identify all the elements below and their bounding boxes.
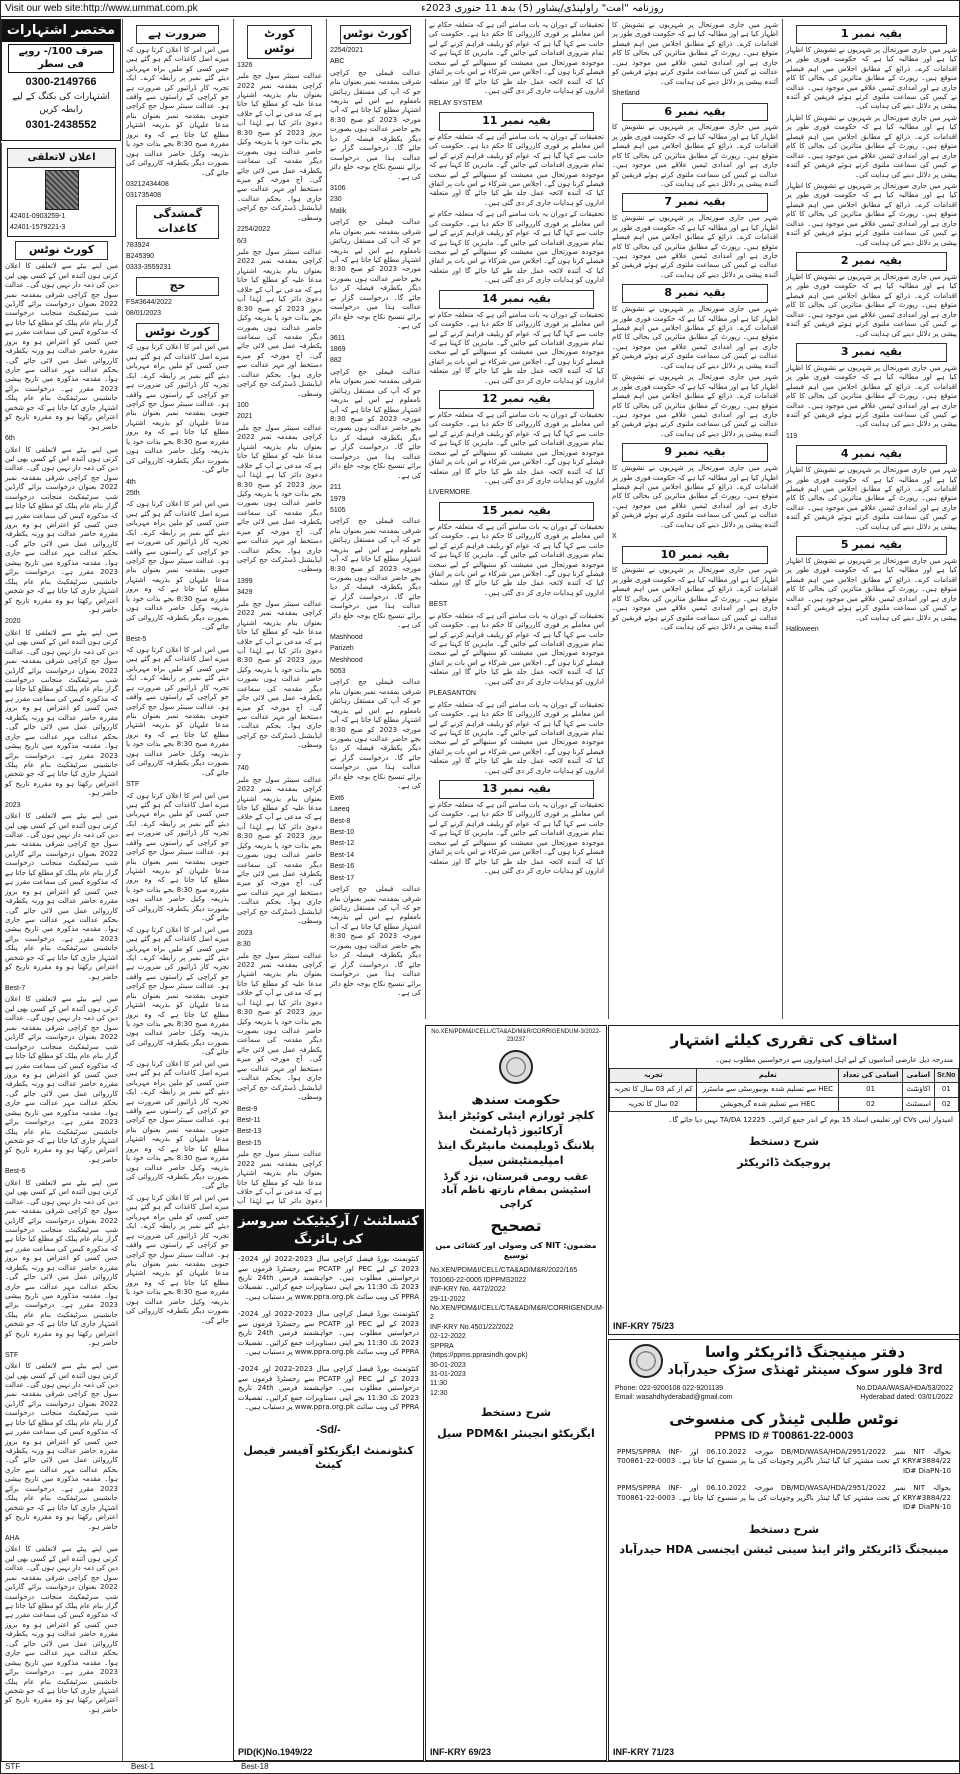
staff-ref: INF-KRY 75/23 <box>613 1320 675 1331</box>
col2-text-2: میں اس امر کا اعلان کرتا ہوں کہ میرے اصل کاغذات گم ہو گئے ہیں جس کسی کو ملیں براہ مہربانی دیئے گئے نمبر پر رابطہ کرے۔ ایک تجربہ کار ڈرائیور کی ضرورت ہے جو کراچی کے راستوں سے واقف ہو۔ عدالت سینئر سول جج کراچی جنوبی بمقدمہ نمبر بعنوان بنام مدعا علیہان کو بذریعہ اشتہار مطلع کیا جاتا ہے کہ وہ بروز مقررہ صبح 8:30 بجے بذات خود یا بذریعہ وکیل حاضر عدالت ہوں بصورت دیگر یکطرفہ کارروائی کی جائے گی۔ <box>126 343 229 475</box>
col1-text-8: میں اپنے بیٹے سے لاتعلقی کا اعلان کرتی ہوں آئندہ اس کے کسی بھی لین دین کی ذمہ دار نہیں ہوں گی۔ عدالت سول جج کراچی شرقی بمقدمہ نمبر 2022 بعنوان درخواست برائے گارڈین شپ سرٹیفکیٹ منجانب درخواست گزار بنام عام پبلک کو مطلع کیا جاتا ہے کہ مذکورہ کیس کی سماعت مقرر ہے جس کسی کو اعتراض ہو وہ بروز مقررہ حاضر عدالت ہو ورنہ یکطرفہ کارروائی عمل میں لائی جائے گی۔ بحکم عدالت مہر عدالت سے جاری ہوا۔ مقدمہ مذکورہ میں تاریخ پیشی 2023 مقرر ہے۔ درخواست برائے جانشینی سرٹیفکیٹ بنام عام پبلک اشتہار جاری کیا جاتا ہے کہ جو شخص اعتراض رکھتا ہو وہ مقررہ تاریخ کو حاضر ہو۔ <box>5 1545 118 1714</box>
column-1 <box>1 143 121 1761</box>
sindh-line-6: INF-KRY No.4501/22/2022 <box>430 1323 514 1331</box>
sindh-subject: مضمون: NIT کی وصولی اور کشائی میں توسیع <box>435 1240 597 1261</box>
hajj-heading: حج <box>136 277 219 296</box>
doc-ref-8: STF <box>126 781 140 789</box>
cantonment-sign: کنٹونمنٹ ایگزیکٹو آفیسر فیصل کینٹ <box>243 1443 414 1472</box>
c4-ref-3: 3106 <box>330 184 346 192</box>
c3-ref-2: 2254/2022 <box>237 226 271 234</box>
col2-text-3: میں اس امر کا اعلان کرتا ہوں کہ میرے اصل کاغذات گم ہو گئے ہیں جس کسی کو ملیں براہ مہربانی دیئے گئے نمبر پر رابطہ کرے۔ ایک تجربہ کار ڈرائیور کی ضرورت ہے جو کراچی کے راستوں سے واقف ہو۔ عدالت سینئر سول جج کراچی جنوبی بمقدمہ نمبر بعنوان بنام مدعا علیہان کو بذریعہ اشتہار مطلع کیا جاتا ہے کہ وہ بروز مقررہ صبح 8:30 بجے بذات خود یا بذریعہ وکیل حاضر عدالت ہوں بصورت دیگر یکطرفہ کارروائی کی جائے گی۔ <box>126 500 229 632</box>
col5-text-6: تحقیقات کے دوران یہ بات سامنے آئی ہے کہ متعلقہ حکام نے اس معاملے پر فوری کارروائی کا حکم دیا ہے۔ حکومت کی جانب سے کہا گیا ہے کہ عوام کو ریلیف فراہم کرنے کے لیے تمام ضروری اقدامات کیے جائیں گے۔ ماہرین کا کہنا ہے کہ موجودہ صورتحال میں معیشت کو سنبھالنے کے لیے سخت فیصلے کرنا ہوں گے۔ اجلاس میں شرکاء نے اس بات پر اتفاق کیا کہ آئندہ لائحہ عمل جلد طے کیا جائے گا اور متعلقہ اداروں کو ہدایات جاری کر دی گئی ہیں۔ <box>429 522 604 597</box>
sindh-line-5: No.XEN/PDM&I/CELL/CTA&AD/M&R/CORRIGENDUM-2 <box>430 1304 605 1322</box>
hda-ref: INF-KRY 71/23 <box>613 1746 675 1757</box>
col2-text: میں اس امر کا اعلان کرتا ہوں کہ میرے اصل کاغذات گم ہو گئے ہیں جس کسی کو ملیں براہ مہربانی دیئے گئے نمبر پر رابطہ کرے۔ ایک تجربہ کار ڈرائیور کی ضرورت ہے جو کراچی کے راستوں سے واقف ہو۔ عدالت سینئر سول جج کراچی جنوبی بمقدمہ نمبر بعنوان بنام مدعا علیہان کو بذریعہ اشتہار مطلع کیا جاتا ہے کہ وہ بروز مقررہ صبح 8:30 بجے بذات خود یا بذریعہ وکیل حاضر عدالت ہوں بصورت دیگر یکطرفہ کارروائی کی جائے گی۔ <box>126 45 229 177</box>
col6-text-3: شہر میں جاری صورتحال پر شہریوں نے تشویش کا اظہار کیا ہے اور مطالبہ کیا ہے کہ حکومت فوری طور پر اقدامات کرے۔ ذرائع کے مطابق اجلاس میں اہم فیصلے متوقع ہیں۔ رپورٹ کے مطابق متاثرین کی بحالی کا کام جاری ہے اور امدادی ٹیمیں علاقے میں موجود ہیں۔ عدالت نے کیس کی سماعت ملتوی کرتے ہوئے فریقین کو آئندہ پیشی پر دلائل دینے کی ہدایت کی۔ <box>612 214 778 279</box>
staff-sign-1: شرح دستخط <box>748 1135 820 1149</box>
cell: HEC سے تسلیم شدہ یونیورسٹی سے ماسٹرز <box>697 1083 839 1097</box>
col4-text-3: عدالت فیملی جج کراچی شرقی بمقدمہ نمبر بعنوان بنام جو کہ آپ کی مستقل رہائش نامعلوم ہے اس لیے بذریعہ اشتہار مطلع کیا جاتا ہے کہ آپ مورخہ 2023 کو صبح 8:30 بجے حاضر عدالت ہوں بصورت دیگر یکطرفہ فیصلہ کر دیا جائے گا۔ درخواست گزار نے عدالت ہذا میں درخواست برائے تنسیخ نکاح بوجہ خلع دائر کی ہے۔ <box>330 367 421 480</box>
court-notice-heading-4: کورٹ نوٹس <box>340 25 411 44</box>
case-ref-4: Best-7 <box>5 985 26 993</box>
c3-ref-9: 740 <box>237 765 249 773</box>
th-srno: Sr.No <box>934 1068 958 1082</box>
col6-text-7: شہر میں جاری صورتحال پر شہریوں نے تشویش کا اظہار کیا ہے اور مطالبہ کیا ہے کہ حکومت فوری طور پر اقدامات کرے۔ ذرائع کے مطابق اجلاس میں اہم فیصلے متوقع ہیں۔ رپورٹ کے مطابق متاثرین کی بحالی کا کام جاری ہے اور امدادی ٹیمیں علاقے میں موجود ہیں۔ عدالت نے کیس کی سماعت ملتوی کرتے ہوئے فریقین کو آئندہ پیشی پر دلائل دینے کی ہدایت کی۔ <box>612 566 778 632</box>
c4-ref-11: 5105 <box>330 506 346 514</box>
hda-address: 3rd فلور سوک سینٹر ٹھنڈی سڑک حیدرآباد <box>667 1363 943 1379</box>
hda-date: Hyderabad dated: 03/01/2022 <box>860 1394 953 1402</box>
term-shetland: Shetland <box>612 90 640 98</box>
continued-1: بقیہ نمبر 1 <box>796 25 947 44</box>
col6-text: شہر میں جاری صورتحال پر شہریوں نے تشویش کا اظہار کیا ہے اور مطالبہ کیا ہے کہ حکومت فوری طور پر اقدامات کرے۔ ذرائع کے مطابق اجلاس میں اہم فیصلے متوقع ہیں۔ رپورٹ کے مطابق متاثرین کی بحالی کا کام جاری ہے اور امدادی ٹیمیں علاقے میں موجود ہیں۔ عدالت نے کیس کی سماعت ملتوی کرتے ہوئے فریقین کو آئندہ پیشی پر دلائل دینے کی ہدایت کی۔ <box>612 21 778 86</box>
col7-text-7: شہر میں جاری صورتحال پر شہریوں نے تشویش کا اظہار کیا ہے اور مطالبہ کیا ہے کہ حکومت فوری طور پر اقدامات کرے۔ ذرائع کے مطابق اجلاس میں اہم فیصلے متوقع ہیں۔ رپورٹ کے مطابق متاثرین کی بحالی کا کام جاری ہے اور امدادی ٹیمیں علاقے میں موجود ہیں۔ عدالت نے کیس کی سماعت ملتوی کرتے ہوئے فریقین کو آئندہ پیشی پر دلائل دینے کی ہدایت کی۔ <box>786 557 957 622</box>
continued-4: بقیہ نمبر 4 <box>796 445 947 464</box>
court-notice-heading: کورٹ نوٹس <box>15 241 108 260</box>
col3-text-3: عدالت سینئر سول جج ملیر کراچی بمقدمہ نمبر 2022 بعنوان بنام بذریعہ اشتہار مدعا علیہ کو مطلع کیا جاتا ہے کہ مدعی نے آپ کے خلاف دعویٰ دائر کیا ہے لہٰذا آپ بروز 2023 کو صبح 8:30 بجے بذات خود یا بذریعہ وکیل حاضر عدالت ہوں بصورت دیگر مقدمہ کی سماعت یکطرفہ عمل میں لائی جائے گی۔ آج مورخہ کو میرے دستخط اور مہر عدالت سے جاری ہوا۔ بحکم عدالت۔ ایڈیشنل ڈسٹرکٹ جج کراچی وسطی۔ <box>237 423 322 574</box>
website-url[interactable]: Visit our web site:http://www.ummat.com.pk <box>5 3 198 14</box>
lost-documents-heading: گمشدگی کاغذات <box>136 205 219 239</box>
case-ref-7: AHA <box>5 1534 20 1542</box>
staff-title: اسٹاف کی تقرری کیلئے اشتہار <box>670 1031 898 1049</box>
sindh-line-3: INF-KRY No. 4472/2022 <box>430 1286 506 1294</box>
col5-text-7: تحقیقات کے دوران یہ بات سامنے آئی ہے کہ متعلقہ حکام نے اس معاملے پر فوری کارروائی کا حکم دیا ہے۔ حکومت کی جانب سے کہا گیا ہے کہ عوام کو ریلیف فراہم کرنے کے لیے تمام ضروری اقدامات کیے جائیں گے۔ ماہرین کا کہنا ہے کہ موجودہ صورتحال میں معیشت کو سنبھالنے کے لیے سخت فیصلے کرنا ہوں گے۔ اجلاس میں شرکاء نے اس بات پر اتفاق کیا کہ آئندہ لائحہ عمل جلد طے کیا جائے گا اور متعلقہ اداروں کو ہدایات جاری کر دی گئی ہیں۔ <box>429 611 604 686</box>
col5-text-4: تحقیقات کے دوران یہ بات سامنے آئی ہے کہ متعلقہ حکام نے اس معاملے پر فوری کارروائی کا حکم دیا ہے۔ حکومت کی جانب سے کہا گیا ہے کہ عوام کو ریلیف فراہم کرنے کے لیے تمام ضروری اقدامات کیے جائیں گے۔ ماہرین کا کہنا ہے کہ موجودہ صورتحال میں معیشت کو سنبھالنے کے لیے سخت فیصلے کرنا ہوں گے۔ اجلاس میں شرکاء نے اس بات پر اتفاق کیا کہ آئندہ لائحہ عمل جلد طے کیا جائے گا اور متعلقہ اداروں کو ہدایات جاری کر دی گئی ہیں۔ <box>429 310 604 385</box>
c3-ref-8: 7 <box>237 753 241 761</box>
hda-office: دفتر مینیجنگ ڈائریکٹر واسا <box>704 1343 906 1362</box>
sindh-sign-2: ایگزیکٹو انجینئر PDM&I سیل <box>437 1427 595 1441</box>
disclaimer-box <box>7 148 116 237</box>
c4-ref-19: Best-10 <box>330 828 355 836</box>
continued-11: بقیہ نمبر 11 <box>439 112 594 131</box>
c3-ref-6: 1399 <box>237 577 253 585</box>
col7-text-6: شہر میں جاری صورتحال پر شہریوں نے تشویش کا اظہار کیا ہے اور مطالبہ کیا ہے کہ حکومت فوری طور پر اقدامات کرے۔ ذرائع کے مطابق اجلاس میں اہم فیصلے متوقع ہیں۔ رپورٹ کے مطابق متاثرین کی بحالی کا کام جاری ہے اور امدادی ٹیمیں علاقے میں موجود ہیں۔ عدالت نے کیس کی سماعت ملتوی کرتے ہوئے فریقین کو آئندہ پیشی پر دلائل دینے کی ہدایت کی۔ <box>786 466 957 531</box>
th-count: اسامی کی تعداد <box>839 1068 903 1082</box>
col7-text-2: شہر میں جاری صورتحال پر شہریوں نے تشویش کا اظہار کیا ہے اور مطالبہ کیا ہے کہ حکومت فوری طور پر اقدامات کرے۔ ذرائع کے مطابق اجلاس میں اہم فیصلے متوقع ہیں۔ رپورٹ کے مطابق متاثرین کی بحالی کا کام جاری ہے اور امدادی ٹیمیں علاقے میں موجود ہیں۔ عدالت نے کیس کی سماعت ملتوی کرتے ہوئے فریقین کو آئندہ پیشی پر دلائل دینے کی ہدایت کی۔ <box>786 113 957 179</box>
term-livermore: LIVERMORE <box>429 489 471 497</box>
court-notice-heading-2: کورٹ نوٹس <box>136 323 219 342</box>
hda-no: No.DDAA/WASA/HDA/53/2022 <box>856 1385 953 1392</box>
c4-ref-7: 1869 <box>330 345 346 353</box>
sindh-sign-1: شرح دستخط <box>480 1406 552 1420</box>
c3-ref-10: 2023 <box>237 929 253 937</box>
col4-text: عدالت فیملی جج کراچی شرقی بمقدمہ نمبر بعنوان بنام جو کہ آپ کی مستقل رہائش نامعلوم ہے اس لیے بذریعہ اشتہار مطلع کیا جاتا ہے کہ آپ مورخہ 2023 کو صبح 8:30 بجے حاضر عدالت ہوں بصورت دیگر یکطرفہ فیصلہ کر دیا جائے گا۔ درخواست گزار نے عدالت ہذا میں درخواست برائے تنسیخ نکاح بوجہ خلع دائر کی ہے۔ <box>330 68 421 181</box>
c3-ref-11: 8:30 <box>237 941 251 949</box>
c3-ref-13: Best-11 <box>237 1116 261 1124</box>
sindh-ref-top: No.XEN/PDM&I/CELL/CTA&AD/M&R/CORRIGENDUM-3/2022-23/237 <box>431 1029 601 1044</box>
case-ref-6: STF <box>5 1351 19 1359</box>
cantonment-ref: PID(K)No.1949/22 <box>238 1746 313 1757</box>
continued-15: بقیہ نمبر 15 <box>439 502 594 521</box>
c3-ref-5: 2021 <box>237 413 253 421</box>
col2-text-5: میں اس امر کا اعلان کرتا ہوں کہ میرے اصل کاغذات گم ہو گئے ہیں جس کسی کو ملیں براہ مہربانی دیئے گئے نمبر پر رابطہ کرے۔ ایک تجربہ کار ڈرائیور کی ضرورت ہے جو کراچی کے راستوں سے واقف ہو۔ عدالت سینئر سول جج کراچی جنوبی بمقدمہ نمبر بعنوان بنام مدعا علیہان کو بذریعہ اشتہار مطلع کیا جاتا ہے کہ وہ بروز مقررہ صبح 8:30 بجے بذات خود یا بذریعہ وکیل حاضر عدالت ہوں بصورت دیگر یکطرفہ کارروائی کی جائے گی۔ <box>126 791 229 923</box>
staff-sign-2: پروجیکٹ ڈائریکٹر <box>737 1156 831 1170</box>
continued-8: بقیہ نمبر 8 <box>622 284 768 303</box>
sindh-line-13: 12:30 <box>430 1389 448 1397</box>
col4-text-4: عدالت فیملی جج کراچی شرقی بمقدمہ نمبر بعنوان بنام جو کہ آپ کی مستقل رہائش نامعلوم ہے اس لیے بذریعہ اشتہار مطلع کیا جاتا ہے کہ آپ مورخہ 2023 کو صبح 8:30 بجے حاضر عدالت ہوں بصورت دیگر یکطرفہ فیصلہ کر دیا جائے گا۔ درخواست گزار نے عدالت ہذا میں درخواست برائے تنسیخ نکاح بوجہ خلع دائر کی ہے۔ <box>330 517 421 630</box>
continued-12: بقیہ نمبر 12 <box>439 390 594 409</box>
cell: 01 <box>934 1083 958 1097</box>
term-relay: RELAY SYSTEM <box>429 99 483 107</box>
c4-ref-6: 3611 <box>330 334 346 342</box>
col6-text-6: شہر میں جاری صورتحال پر شہریوں نے تشویش کا اظہار کیا ہے اور مطالبہ کیا ہے کہ حکومت فوری طور پر اقدامات کرے۔ ذرائع کے مطابق اجلاس میں اہم فیصلے متوقع ہیں۔ رپورٹ کے مطابق متاثرین کی بحالی کا کام جاری ہے اور امدادی ٹیمیں علاقے میں موجود ہیں۔ عدالت نے کیس کی سماعت ملتوی کرتے ہوئے فریقین کو آئندہ پیشی پر دلائل دینے کی ہدایت کی۔ <box>612 464 778 529</box>
c4-ref-2: ABC <box>330 58 345 66</box>
th-education: تعلیم <box>697 1068 839 1082</box>
c4-ref-21: Best-14 <box>330 851 355 859</box>
c4-ref-10: 1979 <box>330 495 346 503</box>
classified-ad-title: مختصر اشتہارات <box>2 20 120 42</box>
term-halloween: Halloween <box>786 626 819 634</box>
case-ref-1: 6th <box>5 435 15 443</box>
cell: 02 سال کا تجربہ <box>610 1097 697 1111</box>
case-ref-2: 2020 <box>5 618 21 626</box>
sindh-seal-icon <box>499 1050 533 1084</box>
col7-text-4: شہر میں جاری صورتحال پر شہریوں نے تشویش کا اظہار کیا ہے اور مطالبہ کیا ہے کہ حکومت فوری طور پر اقدامات کرے۔ ذرائع کے مطابق اجلاس میں اہم فیصلے متوقع ہیں۔ رپورٹ کے مطابق متاثرین کی بحالی کا کام جاری ہے اور امدادی ٹیمیں علاقے میں موجود ہیں۔ عدالت نے کیس کی سماعت ملتوی کرتے ہوئے فریقین کو آئندہ پیشی پر دلائل دینے کی ہدایت کی۔ <box>786 272 957 338</box>
hda-text-2: بحوالہ NIT نمبر DB/MD/WASA/HDA/2951/2022 مورخہ 06.10.2022 اور PPMS/SPPRA INF-KRY#3884/22 کے تحت مشتہر کیا گیا ٹینڈر ناگزیر وجوہات کی بنا پر منسوخ کیا جاتا ہے۔ T00861-22-0003 ID# DiaPN-10 <box>617 1484 951 1512</box>
c3-ref-14: Best-13 <box>237 1128 262 1136</box>
continued-3: بقیہ نمبر 3 <box>796 343 947 362</box>
doc-ref-7: Best-5 <box>126 635 147 643</box>
col1-text-7: میں اپنے بیٹے سے لاتعلقی کا اعلان کرتی ہوں آئندہ اس کے کسی بھی لین دین کی ذمہ دار نہیں ہوں گی۔ عدالت سول جج کراچی شرقی بمقدمہ نمبر 2022 بعنوان درخواست برائے گارڈین شپ سرٹیفکیٹ منجانب درخواست گزار بنام عام پبلک کو مطلع کیا جاتا ہے کہ مذکورہ کیس کی سماعت مقرر ہے جس کسی کو اعتراض ہو وہ بروز مقررہ حاضر عدالت ہو ورنہ یکطرفہ کارروائی عمل میں لائی جائے گی۔ بحکم عدالت مہر عدالت سے جاری ہوا۔ مقدمہ مذکورہ میں تاریخ پیشی 2023 مقرر ہے۔ درخواست برائے جانشینی سرٹیفکیٹ بنام عام پبلک اشتہار جاری کیا جاتا ہے کہ جو شخص اعتراض رکھتا ہو وہ مقررہ تاریخ کو حاضر ہو۔ <box>5 1362 118 1531</box>
classified-ad-phone-1: 0300-2149766 <box>25 75 97 88</box>
c4-ref-13: Parizeh <box>330 645 354 653</box>
continued-9: بقیہ نمبر 9 <box>622 443 768 462</box>
c3-ref-1: 1326 <box>237 61 253 69</box>
classified-ad-phone-2: 0301-2438552 <box>25 118 97 131</box>
col2-text-7: میں اس امر کا اعلان کرتا ہوں کہ میرے اصل کاغذات گم ہو گئے ہیں جس کسی کو ملیں براہ مہربانی دیئے گئے نمبر پر رابطہ کرے۔ ایک تجربہ کار ڈرائیور کی ضرورت ہے جو کراچی کے راستوں سے واقف ہو۔ عدالت سینئر سول جج کراچی جنوبی بمقدمہ نمبر بعنوان بنام مدعا علیہان کو بذریعہ اشتہار مطلع کیا جاتا ہے کہ وہ بروز مقررہ صبح 8:30 بجے بذات خود یا بذریعہ وکیل حاضر عدالت ہوں بصورت دیگر یکطرفہ کارروائی کی جائے گی۔ <box>126 1059 229 1191</box>
classified-ad-rate: صرف 100/- روپے فی سطر <box>8 44 114 73</box>
sindh-line-4: 29-11-2022 <box>430 1295 466 1303</box>
disclaimer-heading: اعلان لاتعلقی <box>8 149 115 168</box>
masthead-dateline: روزنامہ "امت" راولپنڈی/پشاور (5) بدھ 11 جنوری 2023ء <box>421 3 664 14</box>
c4-ref-12: Mashhood <box>330 633 363 641</box>
hda-title: نوٹس طلبی ٹینڈر کی منسوخی <box>669 1409 899 1428</box>
hda-phone: Phone: 022-9200108 022-9201139 <box>615 1385 724 1392</box>
cnic-number-2: 42401-1579221-3 <box>10 223 66 231</box>
sindh-line-10: 30-01-2023 <box>430 1361 466 1369</box>
sindh-line-7: 02-12-2022 <box>430 1333 466 1341</box>
col4-text-5: عدالت فیملی جج کراچی شرقی بمقدمہ نمبر بعنوان بنام جو کہ آپ کی مستقل رہائش نامعلوم ہے اس لیے بذریعہ اشتہار مطلع کیا جاتا ہے کہ آپ مورخہ 2023 کو صبح 8:30 بجے حاضر عدالت ہوں بصورت دیگر یکطرفہ فیصلہ کر دیا جائے گا۔ درخواست گزار نے عدالت ہذا میں درخواست برائے تنسیخ نکاح بوجہ خلع دائر کی ہے۔ <box>330 678 421 791</box>
c4-ref-1: 2254/2021 <box>330 46 364 54</box>
sindh-ref: INF-KRY 69/23 <box>430 1746 492 1757</box>
sindh-address: عقب رومی قبرستان، نزد گرڈ اسٹیشن بمقام نارتھ ناظم آباد کراچی <box>441 1171 591 1210</box>
column-6 <box>608 19 781 1019</box>
col4-text-6: عدالت فیملی جج کراچی شرقی بمقدمہ نمبر بعنوان بنام جو کہ آپ کی مستقل رہائش نامعلوم ہے اس لیے بذریعہ اشتہار مطلع کیا جاتا ہے کہ آپ مورخہ 2023 کو صبح 8:30 بجے حاضر عدالت ہوں بصورت دیگر یکطرفہ فیصلہ کر دیا جائے گا۔ درخواست گزار نے عدالت ہذا میں درخواست برائے تنسیخ نکاح بوجہ خلع دائر کی ہے۔ <box>330 885 421 997</box>
col7-text-3: شہر میں جاری صورتحال پر شہریوں نے تشویش کا اظہار کیا ہے اور مطالبہ کیا ہے کہ حکومت فوری طور پر اقدامات کرے۔ ذرائع کے مطابق اجلاس میں اہم فیصلے متوقع ہیں۔ رپورٹ کے مطابق متاثرین کی بحالی کا کام جاری ہے اور امدادی ٹیمیں علاقے میں موجود ہیں۔ عدالت نے کیس کی سماعت ملتوی کرتے ہوئے فریقین کو آئندہ پیشی پر دلائل دینے کی ہدایت کی۔ <box>786 181 957 247</box>
c4-ref-17: Laeeq <box>330 806 350 814</box>
term-best: BEST <box>429 601 448 609</box>
c3-ref-15: Best-15 <box>237 1139 262 1147</box>
c3-ref-3: 6/3 <box>237 237 247 245</box>
hda-email[interactable]: Email: wasahdhyderabad@gmail.com <box>615 1394 733 1402</box>
staff-notice <box>608 1025 960 1335</box>
staff-table-header <box>610 1068 959 1082</box>
column-3 <box>233 19 325 1207</box>
wanted-heading: ضرورت ہے <box>136 25 219 44</box>
c4-ref-16: Ext6 <box>330 794 345 802</box>
hda-notice <box>608 1339 960 1761</box>
col5-text-9: تحقیقات کے دوران یہ بات سامنے آئی ہے کہ متعلقہ حکام نے اس معاملے پر فوری کارروائی کا حکم دیا ہے۔ حکومت کی جانب سے کہا گیا ہے کہ عوام کو ریلیف فراہم کرنے کے لیے تمام ضروری اقدامات کیے جائیں گے۔ ماہرین کا کہنا ہے کہ موجودہ صورتحال میں معیشت کو سنبھالنے کے لیے سخت فیصلے کرنا ہوں گے۔ اجلاس میں شرکاء نے اس بات پر اتفاق کیا کہ آئندہ لائحہ عمل جلد طے کیا جائے گا اور متعلقہ اداروں کو ہدایات جاری کر دی گئی ہیں۔ <box>429 800 604 876</box>
col1-text-5: میں اپنے بیٹے سے لاتعلقی کا اعلان کرتی ہوں آئندہ اس کے کسی بھی لین دین کی ذمہ دار نہیں ہوں گی۔ عدالت سول جج کراچی شرقی بمقدمہ نمبر 2022 بعنوان درخواست برائے گارڈین شپ سرٹیفکیٹ منجانب درخواست گزار بنام عام پبلک کو مطلع کیا جاتا ہے کہ مذکورہ کیس کی سماعت مقرر ہے جس کسی کو اعتراض ہو وہ بروز مقررہ حاضر عدالت ہو ورنہ یکطرفہ کارروائی عمل میں لائی جائے گی۔ بحکم عدالت مہر عدالت سے جاری ہوا۔ مقدمہ مذکورہ میں تاریخ پیشی 2023 مقرر ہے۔ درخواست برائے جانشینی سرٹیفکیٹ بنام عام پبلک اشتہار جاری کیا جاتا ہے کہ جو شخص اعتراض رکھتا ہو وہ مقررہ تاریخ کو حاضر ہو۔ <box>5 995 118 1164</box>
sindh-govt-notice <box>425 1025 607 1761</box>
cantonment-title: کنسلٹنٹ / آرکیٹیکٹ سروسز کی ہائرنگ <box>234 1210 423 1251</box>
staff-table <box>609 1068 959 1112</box>
cell: 02 <box>839 1097 903 1111</box>
column-5 <box>425 19 607 1019</box>
phone-ref-3: 0333-3559231 <box>126 264 172 272</box>
hda-logo-icon <box>629 1344 663 1378</box>
sindh-line-9[interactable]: (https://ppms.pprasindh.gov.pk) <box>430 1352 528 1360</box>
table-row <box>610 1083 959 1097</box>
case-ref-5: Best-6 <box>5 1168 26 1176</box>
c4-ref-14: Meshhood <box>330 656 363 664</box>
col1-text-3: میں اپنے بیٹے سے لاتعلقی کا اعلان کرتی ہوں آئندہ اس کے کسی بھی لین دین کی ذمہ دار نہیں ہوں گی۔ عدالت سول جج کراچی شرقی بمقدمہ نمبر 2022 بعنوان درخواست برائے گارڈین شپ سرٹیفکیٹ منجانب درخواست گزار بنام عام پبلک کو مطلع کیا جاتا ہے کہ مذکورہ کیس کی سماعت مقرر ہے جس کسی کو اعتراض ہو وہ بروز مقررہ حاضر عدالت ہو ورنہ یکطرفہ کارروائی عمل میں لائی جائے گی۔ بحکم عدالت مہر عدالت سے جاری ہوا۔ مقدمہ مذکورہ میں تاریخ پیشی 2023 مقرر ہے۔ درخواست برائے جانشینی سرٹیفکیٹ بنام عام پبلک اشتہار جاری کیا جاتا ہے کہ جو شخص اعتراض رکھتا ہو وہ مقررہ تاریخ کو حاضر ہو۔ <box>5 628 118 798</box>
col4-text-2: عدالت فیملی جج کراچی شرقی بمقدمہ نمبر بعنوان بنام جو کہ آپ کی مستقل رہائش نامعلوم ہے اس لیے بذریعہ اشتہار مطلع کیا جاتا ہے کہ آپ مورخہ 2023 کو صبح 8:30 بجے حاضر عدالت ہوں بصورت دیگر یکطرفہ فیصلہ کر دیا جائے گا۔ درخواست گزار نے عدالت ہذا میں درخواست برائے تنسیخ نکاح بوجہ خلع دائر کی ہے۔ <box>330 218 421 331</box>
court-notice-heading-3: کورٹ نوٹس <box>247 25 312 59</box>
col1-text-2: میں اپنے بیٹے سے لاتعلقی کا اعلان کرتی ہوں آئندہ اس کے کسی بھی لین دین کی ذمہ دار نہیں ہوں گی۔ عدالت سول جج کراچی شرقی بمقدمہ نمبر 2022 بعنوان درخواست برائے گارڈین شپ سرٹیفکیٹ منجانب درخواست گزار بنام عام پبلک کو مطلع کیا جاتا ہے کہ مذکورہ کیس کی سماعت مقرر ہے جس کسی کو اعتراض ہو وہ بروز مقررہ حاضر عدالت ہو ورنہ یکطرفہ کارروائی عمل میں لائی جائے گی۔ بحکم عدالت مہر عدالت سے جاری ہوا۔ مقدمہ مذکورہ میں تاریخ پیشی 2023 مقرر ہے۔ درخواست برائے جانشینی سرٹیفکیٹ بنام عام پبلک اشتہار جاری کیا جاتا ہے کہ جو شخص اعتراض رکھتا ہو وہ مقررہ تاریخ کو حاضر ہو۔ <box>5 445 118 614</box>
phone-ref-2: 031735408 <box>126 192 162 200</box>
cantonment-text: کنٹونمنٹ بورڈ فیصل کراچی سال 2023-2022 اور 2024-2023 کے لیے PEC اور PCATP سے رجسٹرڈ فرموں سے درخواستیں مطلوب ہیں۔ خواہشمند فرمیں 24th تاریخ 2023 تک 11:30 بجے اپنی دستاویزات جمع کرائیں۔ تفصیلات PPRA کی ویب سائٹ www.ppra.org.pk پر دستیاب ہیں۔ <box>238 1255 420 1301</box>
doc-ref-5: 4th <box>126 478 136 486</box>
col3-text-6: عدالت سینئر سول جج ملیر کراچی بمقدمہ نمبر 2022 بعنوان بنام بذریعہ اشتہار مدعا علیہ کو مطلع کیا جاتا ہے کہ مدعی نے آپ کے خلاف دعویٰ دائر کیا ہے لہٰذا آپ بروز 2023 کو صبح 8:30 بجے بذات خود یا بذریعہ وکیل حاضر عدالت ہوں بصورت دیگر مقدمہ کی سماعت یکطرفہ عمل میں لائی جائے گی۔ آج مورخہ کو میرے دستخط اور مہر عدالت سے جاری ہوا۔ بحکم عدالت۔ ایڈیشنل ڈسٹرکٹ جج کراچی وسطی۔ <box>237 951 322 1102</box>
c4-ref-18: Best-8 <box>330 817 351 825</box>
c3-ref-7: 3429 <box>237 589 253 597</box>
col5-text-3: تحقیقات کے دوران یہ بات سامنے آئی ہے کہ متعلقہ حکام نے اس معاملے پر فوری کارروائی کا حکم دیا ہے۔ حکومت کی جانب سے کہا گیا ہے کہ عوام کو ریلیف فراہم کرنے کے لیے تمام ضروری اقدامات کیے جائیں گے۔ ماہرین کا کہنا ہے کہ موجودہ صورتحال میں معیشت کو سنبھالنے کے لیے سخت فیصلے کرنا ہوں گے۔ اجلاس میں شرکاء نے اس بات پر اتفاق کیا کہ آئندہ لائحہ عمل جلد طے کیا جائے گا اور متعلقہ اداروں کو ہدایات جاری کر دی گئی ہیں۔ <box>429 210 604 285</box>
col5-text-5: تحقیقات کے دوران یہ بات سامنے آئی ہے کہ متعلقہ حکام نے اس معاملے پر فوری کارروائی کا حکم دیا ہے۔ حکومت کی جانب سے کہا گیا ہے کہ عوام کو ریلیف فراہم کرنے کے لیے تمام ضروری اقدامات کیے جائیں گے۔ ماہرین کا کہنا ہے کہ موجودہ صورتحال میں معیشت کو سنبھالنے کے لیے سخت فیصلے کرنا ہوں گے۔ اجلاس میں شرکاء نے اس بات پر اتفاق کیا کہ آئندہ لائحہ عمل جلد طے کیا جائے گا اور متعلقہ اداروں کو ہدایات جاری کر دی گئی ہیں۔ <box>429 410 604 486</box>
doc-ref-6: 25th <box>126 489 140 497</box>
sindh-line-2: T01060-22-0005 IDPPMS2022 <box>430 1276 527 1284</box>
staff-intro: مندرجہ ذیل عارضی آسامیوں کے لیے اہل امیدواروں سے درخواستیں مطلوب ہیں۔ <box>715 1056 953 1065</box>
case-ref-3: 2023 <box>5 801 21 809</box>
sindh-cell: پلاننگ ڈویلپمنٹ مانیٹرنگ اینڈ امپلیمنٹیشن سیل <box>437 1138 595 1167</box>
continued-5: بقیہ نمبر 5 <box>796 536 947 555</box>
hda-sign-1: شرح دستخط <box>748 1522 820 1536</box>
c4-ref-8: 882 <box>330 357 342 365</box>
cantonment-text-3: کنٹونمنٹ بورڈ فیصل کراچی سال 2023-2022 اور 2024-2023 کے لیے PEC اور PCATP سے رجسٹرڈ فرموں سے درخواستیں مطلوب ہیں۔ خواہشمند فرمیں 24th تاریخ 2023 تک 11:30 بجے اپنی دستاویزات جمع کرائیں۔ تفصیلات PPRA کی ویب سائٹ www.ppra.org.pk پر دستیاب ہیں۔ <box>238 1365 420 1412</box>
col1-text-4: میں اپنے بیٹے سے لاتعلقی کا اعلان کرتی ہوں آئندہ اس کے کسی بھی لین دین کی ذمہ دار نہیں ہوں گی۔ عدالت سول جج کراچی شرقی بمقدمہ نمبر 2022 بعنوان درخواست برائے گارڈین شپ سرٹیفکیٹ منجانب درخواست گزار بنام عام پبلک کو مطلع کیا جاتا ہے کہ مذکورہ کیس کی سماعت مقرر ہے جس کسی کو اعتراض ہو وہ بروز مقررہ حاضر عدالت ہو ورنہ یکطرفہ کارروائی عمل میں لائی جائے گی۔ بحکم عدالت مہر عدالت سے جاری ہوا۔ مقدمہ مذکورہ میں تاریخ پیشی 2023 مقرر ہے۔ درخواست برائے جانشینی سرٹیفکیٹ بنام عام پبلک اشتہار جاری کیا جاتا ہے کہ جو شخص اعتراض رکھتا ہو وہ مقررہ تاریخ کو حاضر ہو۔ <box>5 812 118 981</box>
continued-14: بقیہ نمبر 14 <box>439 290 594 309</box>
col5-text-2: تحقیقات کے دوران یہ بات سامنے آئی ہے کہ متعلقہ حکام نے اس معاملے پر فوری کارروائی کا حکم دیا ہے۔ حکومت کی جانب سے کہا گیا ہے کہ عوام کو ریلیف فراہم کرنے کے لیے تمام ضروری اقدامات کیے جائیں گے۔ ماہرین کا کہنا ہے کہ موجودہ صورتحال میں معیشت کو سنبھالنے کے لیے سخت فیصلے کرنا ہوں گے۔ اجلاس میں شرکاء نے اس بات پر اتفاق کیا کہ آئندہ لائحہ عمل جلد طے کیا جائے گا اور متعلقہ اداروں کو ہدایات جاری کر دی گئی ہیں۔ <box>429 132 604 207</box>
doc-ref-2: B245390 <box>126 252 155 260</box>
col6-text-5: شہر میں جاری صورتحال پر شہریوں نے تشویش کا اظہار کیا ہے اور مطالبہ کیا ہے کہ حکومت فوری طور پر اقدامات کرے۔ ذرائع کے مطابق اجلاس میں اہم فیصلے متوقع ہیں۔ رپورٹ کے مطابق متاثرین کی بحالی کا کام جاری ہے اور امدادی ٹیمیں علاقے میں موجود ہیں۔ عدالت نے کیس کی سماعت ملتوی کرتے ہوئے فریقین کو آئندہ پیشی پر دلائل دینے کی ہدایت کی۔ <box>612 373 778 438</box>
continued-10: بقیہ نمبر 10 <box>622 546 768 565</box>
cantonment-text-2: کنٹونمنٹ بورڈ فیصل کراچی سال 2023-2022 اور 2024-2023 کے لیے PEC اور PCATP سے رجسٹرڈ فرموں سے درخواستیں مطلوب ہیں۔ خواہشمند فرمیں 24th تاریخ 2023 تک 11:30 بجے اپنی دستاویزات جمع کرائیں۔ تفصیلات PPRA کی ویب سائٹ www.ppra.org.pk پر دستیاب ہیں۔ <box>238 1310 420 1357</box>
column-7 <box>782 19 960 1019</box>
column-2 <box>122 19 232 1761</box>
bottom-strip <box>1 1761 960 1773</box>
col2-text-8: میں اس امر کا اعلان کرتا ہوں کہ میرے اصل کاغذات گم ہو گئے ہیں جس کسی کو ملیں براہ مہربانی دیئے گئے نمبر پر رابطہ کرے۔ ایک تجربہ کار ڈرائیور کی ضرورت ہے جو کراچی کے راستوں سے واقف ہو۔ عدالت سینئر سول جج کراچی جنوبی بمقدمہ نمبر بعنوان بنام مدعا علیہان کو بذریعہ اشتہار مطلع کیا جاتا ہے کہ وہ بروز مقررہ صبح 8:30 بجے بذات خود یا بذریعہ وکیل حاضر عدالت ہوں بصورت دیگر یکطرفہ کارروائی کی جائے گی۔ <box>126 1193 229 1325</box>
c3-ref-12: Best-9 <box>237 1105 258 1113</box>
continued-2: بقیہ نمبر 2 <box>796 252 947 271</box>
term-pleasanton: PLEASANTON <box>429 690 476 698</box>
column-4 <box>326 19 424 1207</box>
col6-text-2: شہر میں جاری صورتحال پر شہریوں نے تشویش کا اظہار کیا ہے اور مطالبہ کیا ہے کہ حکومت فوری طور پر اقدامات کرے۔ ذرائع کے مطابق اجلاس میں اہم فیصلے متوقع ہیں۔ رپورٹ کے مطابق متاثرین کی بحالی کا کام جاری ہے اور امدادی ٹیمیں علاقے میں موجود ہیں۔ عدالت نے کیس کی سماعت ملتوی کرتے ہوئے فریقین کو آئندہ پیشی پر دلائل دینے کی ہدایت کی۔ <box>612 123 778 188</box>
sindh-line-8: SPPRA <box>430 1342 454 1350</box>
th-post: اسامی <box>903 1068 935 1082</box>
footer-mid: Best-1 <box>131 1762 155 1771</box>
continued-6: بقیہ نمبر 6 <box>622 103 768 122</box>
col7-text-5: شہر میں جاری صورتحال پر شہریوں نے تشویش کا اظہار کیا ہے اور مطالبہ کیا ہے کہ حکومت فوری طور پر اقدامات کرے۔ ذرائع کے مطابق اجلاس میں اہم فیصلے متوقع ہیں۔ رپورٹ کے مطابق متاثرین کی بحالی کا کام جاری ہے اور امدادی ٹیمیں علاقے میں موجود ہیں۔ عدالت نے کیس کی سماعت ملتوی کرتے ہوئے فریقین کو آئندہ پیشی پر دلائل دینے کی ہدایت کی۔ <box>786 363 957 429</box>
cell: کم از کم 03 سال کا تجربہ <box>610 1083 697 1097</box>
col5-text: تحقیقات کے دوران یہ بات سامنے آئی ہے کہ متعلقہ حکام نے اس معاملے پر فوری کارروائی کا حکم دیا ہے۔ حکومت کی جانب سے کہا گیا ہے کہ عوام کو ریلیف فراہم کرنے کے لیے تمام ضروری اقدامات کیے جائیں گے۔ ماہرین کا کہنا ہے کہ موجودہ صورتحال میں معیشت کو سنبھالنے کے لیے سخت فیصلے کرنا ہوں گے۔ اجلاس میں شرکاء نے اس بات پر اتفاق کیا کہ آئندہ لائحہ عمل جلد طے کیا جائے گا اور متعلقہ اداروں کو ہدایات جاری کر دی گئی ہیں۔ <box>429 21 604 96</box>
cell: اسسٹنٹ <box>903 1097 935 1111</box>
col3-text: عدالت سینئر سول جج ملیر کراچی بمقدمہ نمبر 2022 بعنوان بنام بذریعہ اشتہار مدعا علیہ کو مطلع کیا جاتا ہے کہ مدعی نے آپ کے خلاف دعویٰ دائر کیا ہے لہٰذا آپ بروز 2023 کو صبح 8:30 بجے بذات خود یا بذریعہ وکیل حاضر عدالت ہوں بصورت دیگر مقدمہ کی سماعت یکطرفہ عمل میں لائی جائے گی۔ آج مورخہ کو میرے دستخط اور مہر عدالت سے جاری ہوا۔ بحکم عدالت۔ ایڈیشنل ڈسٹرکٹ جج کراچی وسطی۔ <box>237 72 322 222</box>
c4-ref-23: Best-17 <box>330 874 355 882</box>
col3-text-7: عدالت سینئر سول جج ملیر کراچی بمقدمہ نمبر 2022 بعنوان بنام بذریعہ اشتہار مدعا علیہ کو مطلع کیا جاتا ہے کہ مدعی نے آپ کے خلاف دعویٰ دائر کیا ہے لہٰذا آپ <box>237 1150 322 1206</box>
top-bar <box>1 1 960 17</box>
col2-text-6: میں اس امر کا اعلان کرتا ہوں کہ میرے اصل کاغذات گم ہو گئے ہیں جس کسی کو ملیں براہ مہربانی دیئے گئے نمبر پر رابطہ کرے۔ ایک تجربہ کار ڈرائیور کی ضرورت ہے جو کراچی کے راستوں سے واقف ہو۔ عدالت سینئر سول جج کراچی جنوبی بمقدمہ نمبر بعنوان بنام مدعا علیہان کو بذریعہ اشتہار مطلع کیا جاتا ہے کہ وہ بروز مقررہ صبح 8:30 بجے بذات خود یا بذریعہ وکیل حاضر عدالت ہوں بصورت دیگر یکطرفہ کارروائی کی جائے گی۔ <box>126 925 229 1057</box>
cell: HEC سے تسلیم شدہ گریجویشن <box>697 1097 839 1111</box>
table-row <box>610 1097 959 1111</box>
col3-text-2: عدالت سینئر سول جج ملیر کراچی بمقدمہ نمبر 2022 بعنوان بنام بذریعہ اشتہار مدعا علیہ کو مطلع کیا جاتا ہے کہ مدعی نے آپ کے خلاف دعویٰ دائر کیا ہے لہٰذا آپ بروز 2023 کو صبح 8:30 بجے بذات خود یا بذریعہ وکیل حاضر عدالت ہوں بصورت دیگر مقدمہ کی سماعت یکطرفہ عمل میں لائی جائے گی۔ آج مورخہ کو میرے دستخط اور مہر عدالت سے جاری ہوا۔ بحکم عدالت۔ ایڈیشنل ڈسٹرکٹ جج کراچی وسطی۔ <box>237 248 322 398</box>
col2-text-4: میں اس امر کا اعلان کرتا ہوں کہ میرے اصل کاغذات گم ہو گئے ہیں جس کسی کو ملیں براہ مہربانی دیئے گئے نمبر پر رابطہ کرے۔ ایک تجربہ کار ڈرائیور کی ضرورت ہے جو کراچی کے راستوں سے واقف ہو۔ عدالت سینئر سول جج کراچی جنوبی بمقدمہ نمبر بعنوان بنام مدعا علیہان کو بذریعہ اشتہار مطلع کیا جاتا ہے کہ وہ بروز مقررہ صبح 8:30 بجے بذات خود یا بذریعہ وکیل حاضر عدالت ہوں بصورت دیگر یکطرفہ کارروائی کی جائے گی۔ <box>126 645 229 777</box>
sindh-gov: حکومت سندھ <box>471 1092 561 1108</box>
continued-13: بقیہ نمبر 13 <box>439 780 594 799</box>
col3-text-5: عدالت سینئر سول جج ملیر کراچی بمقدمہ نمبر 2022 بعنوان بنام بذریعہ اشتہار مدعا علیہ کو مطلع کیا جاتا ہے کہ مدعی نے آپ کے خلاف دعویٰ دائر کیا ہے لہٰذا آپ بروز 2023 کو صبح 8:30 بجے بذات خود یا بذریعہ وکیل حاضر عدالت ہوں بصورت دیگر مقدمہ کی سماعت یکطرفہ عمل میں لائی جائے گی۔ آج مورخہ کو میرے دستخط اور مہر عدالت سے جاری ہوا۔ بحکم عدالت۔ ایڈیشنل ڈسٹرکٹ جج کراچی وسطی۔ <box>237 775 322 926</box>
c4-ref-20: Best-12 <box>330 840 355 848</box>
sindh-line-11: 31-01-2023 <box>430 1371 466 1379</box>
hda-text: بحوالہ NIT نمبر DB/MD/WASA/HDA/2951/2022 مورخہ 06.10.2022 اور PPMS/SPPRA INF-KRY#3884/22 کے تحت مشتہر کیا گیا ٹینڈر ناگزیر وجوہات کی بنا پر منسوخ کیا جاتا ہے۔ T00861-22-0003 ID# DiaPN-10 <box>617 1447 951 1475</box>
col5-text-8: تحقیقات کے دوران یہ بات سامنے آئی ہے کہ متعلقہ حکام نے اس معاملے پر فوری کارروائی کا حکم دیا ہے۔ حکومت کی جانب سے کہا گیا ہے کہ عوام کو ریلیف فراہم کرنے کے لیے تمام ضروری اقدامات کیے جائیں گے۔ ماہرین کا کہنا ہے کہ موجودہ صورتحال میں معیشت کو سنبھالنے کے لیے سخت فیصلے کرنا ہوں گے۔ اجلاس میں شرکاء نے اس بات پر اتفاق کیا کہ آئندہ لائحہ عمل جلد طے کیا جائے گا اور متعلقہ اداروں کو ہدایات جاری کر دی گئی ہیں۔ <box>429 700 604 775</box>
c4-ref-5: Malik <box>330 207 347 215</box>
cell: 01 <box>839 1083 903 1097</box>
sindh-line-12: 11:30 <box>430 1380 447 1388</box>
doc-ref-4: 08/01/2023 <box>126 310 162 318</box>
term-x: X <box>612 533 617 541</box>
classified-ad-booking: اشتہارات کی بکنگ کے لیے رابطہ کریں <box>12 92 110 115</box>
th-experience: تجربہ <box>610 1068 697 1082</box>
sindh-dept: کلچر ٹورازم اینٹی کوئیٹز اینڈ آرکائیوز ڈپارٹمنٹ <box>437 1109 595 1138</box>
footer-left: STF <box>5 1762 21 1771</box>
col6-text-4: شہر میں جاری صورتحال پر شہریوں نے تشویش کا اظہار کیا ہے اور مطالبہ کیا ہے کہ حکومت فوری طور پر اقدامات کرے۔ ذرائع کے مطابق اجلاس میں اہم فیصلے متوقع ہیں۔ رپورٹ کے مطابق متاثرین کی بحالی کا کام جاری ہے اور امدادی ٹیمیں علاقے میں موجود ہیں۔ عدالت نے کیس کی سماعت ملتوی کرتے ہوئے فریقین کو آئندہ پیشی پر دلائل دینے کی ہدایت کی۔ <box>612 305 778 370</box>
doc-ref-1: 783924 <box>126 241 150 249</box>
classified-ad-box <box>1 19 121 141</box>
cantonment-notice <box>233 1209 424 1761</box>
person-photo <box>45 170 79 210</box>
phone-ref-1: 03212434408 <box>126 180 169 188</box>
hda-ppms: PPMS ID # T00861-22-0003 <box>714 1430 854 1443</box>
staff-footer: امیدوار اپنی CVs اور تعلیمی اسناد 15 یوم کے اندر جمع کرائیں۔ 12225 TA/DA نہیں دیا جائے گا۔ <box>668 1116 953 1124</box>
cell: 02 <box>934 1097 958 1111</box>
sindh-heading: تصحیح <box>490 1216 542 1236</box>
c4-ref-22: Best-16 <box>330 863 355 871</box>
col7-text: شہر میں جاری صورتحال پر شہریوں نے تشویش کا اظہار کیا ہے اور مطالبہ کیا ہے کہ حکومت فوری طور پر اقدامات کرے۔ ذرائع کے مطابق اجلاس میں اہم فیصلے متوقع ہیں۔ رپورٹ کے مطابق متاثرین کی بحالی کا کام جاری ہے اور امدادی ٹیمیں علاقے میں موجود ہیں۔ عدالت نے کیس کی سماعت ملتوی کرتے ہوئے فریقین کو آئندہ پیشی پر دلائل دینے کی ہدایت کی۔ <box>786 45 957 111</box>
footer-right: Best-18 <box>241 1762 269 1771</box>
cnic-number-1: 42401-0903259-1 <box>10 212 66 220</box>
col1-text: میں اپنے بیٹے سے لاتعلقی کا اعلان کرتی ہوں آئندہ اس کے کسی بھی لین دین کی ذمہ دار نہیں ہوں گی۔ عدالت سول جج کراچی شرقی بمقدمہ نمبر 2022 بعنوان درخواست برائے گارڈین شپ سرٹیفکیٹ منجانب درخواست گزار بنام عام پبلک کو مطلع کیا جاتا ہے کہ مذکورہ کیس کی سماعت مقرر ہے جس کسی کو اعتراض ہو وہ بروز مقررہ حاضر عدالت ہو ورنہ یکطرفہ کارروائی عمل میں لائی جائے گی۔ بحکم عدالت مہر عدالت سے جاری ہوا۔ مقدمہ مذکورہ میں تاریخ پیشی 2023 مقرر ہے۔ درخواست برائے جانشینی سرٹیفکیٹ بنام عام پبلک اشتہار جاری کیا جاتا ہے کہ جو شخص اعتراض رکھتا ہو وہ مقررہ تاریخ کو حاضر ہو۔ <box>5 262 118 431</box>
cantonment-sd: -Sd/- <box>316 1423 341 1436</box>
col3-text-4: عدالت سینئر سول جج ملیر کراچی بمقدمہ نمبر 2022 بعنوان بنام بذریعہ اشتہار مدعا علیہ کو مطلع کیا جاتا ہے کہ مدعی نے آپ کے خلاف دعویٰ دائر کیا ہے لہٰذا آپ بروز 2023 کو صبح 8:30 بجے بذات خود یا بذریعہ وکیل حاضر عدالت ہوں بصورت دیگر مقدمہ کی سماعت یکطرفہ عمل میں لائی جائے گی۔ آج مورخہ کو میرے دستخط اور مہر عدالت سے جاری ہوا۔ بحکم عدالت۔ ایڈیشنل ڈسٹرکٹ جج کراچی وسطی۔ <box>237 599 322 750</box>
sindh-line-1: No.XEN/PDM&I/CELL/CTA&AD/M&R/2022/165 <box>430 1267 578 1275</box>
c4-ref-15: 5053 <box>330 667 346 675</box>
c3-ref-4: 100 <box>237 402 249 409</box>
col1-text-6: میں اپنے بیٹے سے لاتعلقی کا اعلان کرتی ہوں آئندہ اس کے کسی بھی لین دین کی ذمہ دار نہیں ہوں گی۔ عدالت سول جج کراچی شرقی بمقدمہ نمبر 2022 بعنوان درخواست برائے گارڈین شپ سرٹیفکیٹ منجانب درخواست گزار بنام عام پبلک کو مطلع کیا جاتا ہے کہ مذکورہ کیس کی سماعت مقرر ہے جس کسی کو اعتراض ہو وہ بروز مقررہ حاضر عدالت ہو ورنہ یکطرفہ کارروائی عمل میں لائی جائے گی۔ بحکم عدالت مہر عدالت سے جاری ہوا۔ مقدمہ مذکورہ میں تاریخ پیشی 2023 مقرر ہے۔ درخواست برائے جانشینی سرٹیفکیٹ بنام عام پبلک اشتہار جاری کیا جاتا ہے کہ جو شخص اعتراض رکھتا ہو وہ مقررہ تاریخ کو حاضر ہو۔ <box>5 1178 118 1348</box>
cell: اکاؤنٹنٹ <box>903 1083 935 1097</box>
doc-ref-3: FS#3644/2022 <box>126 298 172 306</box>
c4-ref-9: 211 <box>330 484 342 492</box>
c4-ref-4: 230 <box>330 196 342 204</box>
hda-sign-2: مینیجنگ ڈائریکٹر واٹر اینڈ سینی ٹیشن ایجنسی HDA حیدرآباد <box>619 1543 949 1557</box>
continued-7: بقیہ نمبر 7 <box>622 193 768 212</box>
term-119: 119 <box>786 432 798 440</box>
